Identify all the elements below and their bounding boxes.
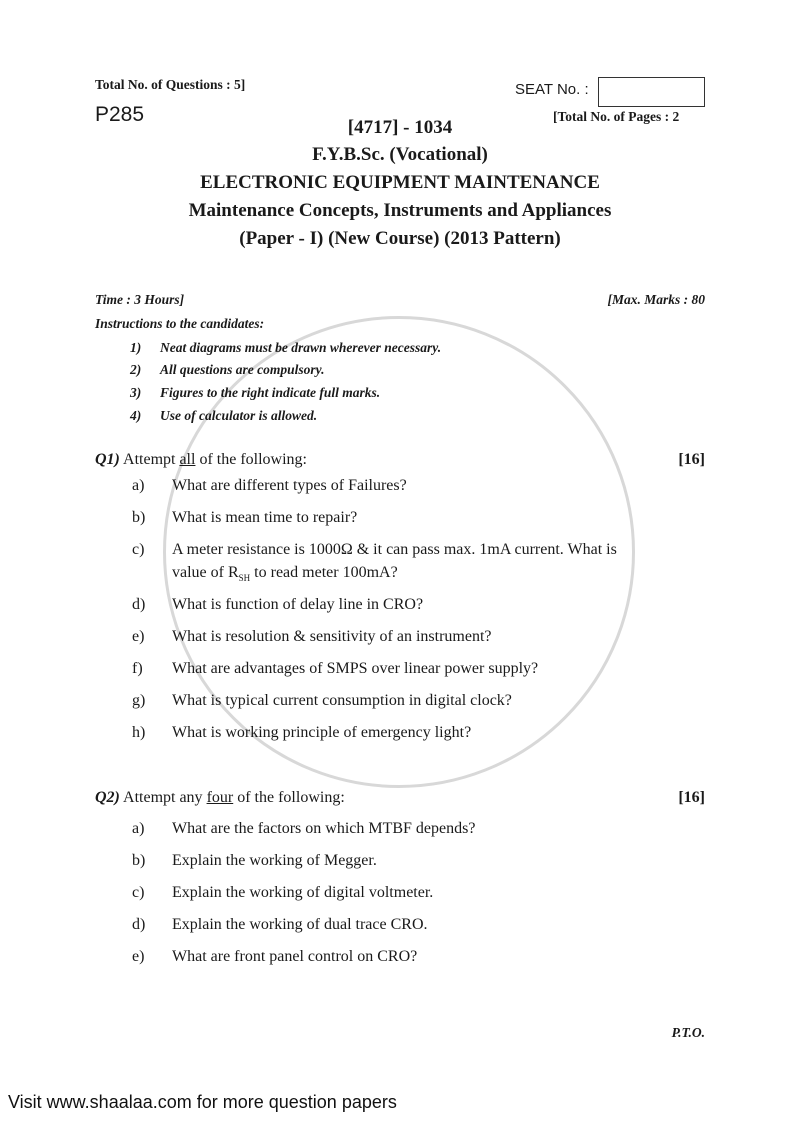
- instructions-heading: Instructions to the candidates:: [95, 316, 265, 331]
- instruction-num: 2): [130, 362, 142, 377]
- item-label: d): [132, 916, 146, 933]
- paper-title: Maintenance Concepts, Instruments and Appliances: [188, 200, 612, 221]
- instruction-text: Use of calculator is allowed.: [160, 408, 318, 423]
- item-label: e): [132, 628, 145, 645]
- item-label: c): [132, 884, 145, 901]
- question-item: Explain the working of Megger.: [172, 852, 377, 869]
- q2-post: of the following:: [233, 789, 345, 806]
- total-pages: [Total No. of Pages : 2: [553, 109, 680, 124]
- seat-no-box[interactable]: [598, 77, 705, 107]
- item-label: a): [132, 820, 145, 837]
- paper-info: (Paper - I) (New Course) (2013 Pattern): [239, 228, 561, 249]
- q1-marks: [16]: [678, 451, 705, 468]
- item-label: h): [132, 724, 146, 741]
- q2-emph: four: [206, 789, 234, 806]
- q2-heading: [95, 789, 345, 807]
- question-item: What is working principle of emergency light?: [172, 724, 472, 741]
- instruction-text: All questions are compulsory.: [160, 362, 325, 377]
- subject: ELECTRONIC EQUIPMENT MAINTENANCE: [200, 172, 600, 193]
- question-item: What is typical current consumption in digital clock?: [172, 692, 512, 709]
- q1-emph: all: [179, 451, 196, 468]
- item-label: d): [132, 596, 146, 613]
- question-item-line2: [172, 564, 398, 583]
- item-label: b): [132, 509, 146, 526]
- question-item: What are the factors on which MTBF depends?: [172, 820, 476, 837]
- text-part: to read meter 100mA?: [250, 564, 398, 581]
- instruction-text: Neat diagrams must be drawn wherever necessary.: [160, 340, 442, 355]
- pto: P.T.O.: [671, 1025, 705, 1040]
- question-item: Explain the working of digital voltmeter.: [172, 884, 434, 901]
- paper-code: P285: [95, 103, 145, 126]
- footer-link[interactable]: Visit www.shaalaa.com for more question papers: [8, 1092, 397, 1112]
- item-label: a): [132, 477, 145, 494]
- question-item: What is resolution & sensitivity of an instrument?: [172, 628, 492, 645]
- item-label: b): [132, 852, 146, 869]
- instruction-text: Figures to the right indicate full marks.: [160, 385, 381, 400]
- question-item: What are front panel control on CRO?: [172, 948, 418, 965]
- q2-pre: Attempt any: [123, 789, 207, 806]
- item-label: g): [132, 692, 146, 709]
- text-part: value of R: [172, 564, 239, 581]
- instruction-num: 1): [130, 340, 142, 355]
- course: F.Y.B.Sc. (Vocational): [312, 144, 488, 165]
- question-item: What is function of delay line in CRO?: [172, 596, 424, 613]
- exam-code: [4717] - 1034: [347, 117, 453, 138]
- q2-marks: [16]: [678, 789, 705, 806]
- q2-number: Q2): [95, 789, 120, 806]
- question-item: A meter resistance is 1000Ω & it can pass max. 1mA current. What is: [172, 541, 617, 558]
- item-label: c): [132, 541, 145, 558]
- subscript: SH: [238, 573, 251, 584]
- q1-pre: Attempt: [123, 451, 180, 468]
- question-item: Explain the working of dual trace CRO.: [172, 916, 428, 933]
- q1-number: Q1): [95, 451, 120, 468]
- item-label: f): [132, 660, 143, 677]
- max-marks: [Max. Marks : 80: [607, 292, 705, 307]
- time: Time : 3 Hours]: [95, 292, 185, 307]
- instruction-num: 4): [130, 408, 142, 423]
- instruction-num: 3): [130, 385, 142, 400]
- question-item: What is mean time to repair?: [172, 509, 358, 526]
- item-label: e): [132, 948, 145, 965]
- question-item: What are advantages of SMPS over linear power supply?: [172, 660, 539, 677]
- seat-no-label: SEAT No. :: [515, 81, 589, 98]
- q1-heading: [95, 451, 307, 469]
- total-questions: Total No. of Questions : 5]: [95, 77, 246, 92]
- q1-post: of the following:: [195, 451, 307, 468]
- question-item: What are different types of Failures?: [172, 477, 407, 494]
